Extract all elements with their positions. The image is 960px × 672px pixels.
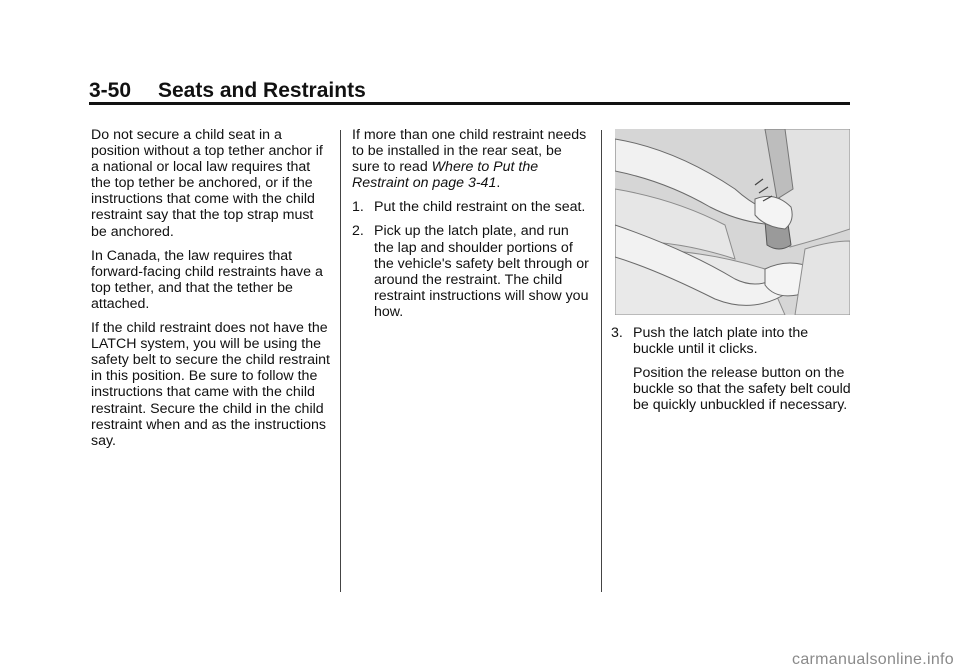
header-rule bbox=[89, 102, 850, 105]
step-1 bbox=[352, 199, 592, 215]
buckle-illustration bbox=[615, 129, 850, 315]
footer-watermark: carmanualsonline.info bbox=[792, 651, 954, 668]
step-number: 2. bbox=[352, 223, 364, 240]
column-1 bbox=[91, 127, 331, 457]
paragraph-no-latch: If the child restraint does not have the LATCH system, you will be using the safety belt to secure the child restraint in this position. Be sure to follow the instructions that came with the child restraint. Secure the child in the child restraint when and as the instructions say. bbox=[91, 320, 330, 449]
column-divider-1 bbox=[340, 130, 341, 592]
paragraph-tether-anchor: Do not secure a child seat in a position without a top tether anchor if a national or local law requires that the top tether be anchored, or if the instructions that come with the child restraint say that the top strap must be anchored. bbox=[91, 127, 323, 240]
step-text: Push the latch plate into the buckle until it clicks. bbox=[633, 325, 809, 358]
column-2 bbox=[352, 127, 592, 328]
buckle-illustration-svg bbox=[615, 129, 850, 315]
page-number: 3-50 bbox=[89, 79, 132, 102]
intro-text: If more than one child restraint needs to be installed in the rear seat, be sure to read bbox=[352, 127, 587, 176]
step-3-subparagraph: Position the release button on the buckle so that the safety belt could be quickly unbuckled if necessary. bbox=[633, 365, 851, 414]
intro-end: . bbox=[496, 175, 501, 192]
section-title: Seats and Restraints bbox=[158, 79, 366, 102]
paragraph-canada-law: In Canada, the law requires that forward-facing child restraints have a top tether, and that the tether be attached. bbox=[91, 247, 323, 312]
step-2 bbox=[352, 223, 592, 320]
step-3 bbox=[611, 325, 851, 413]
paragraph-more-than-one bbox=[352, 127, 592, 191]
page-header bbox=[89, 78, 850, 108]
step-number: 3. bbox=[611, 325, 623, 341]
step-number: 1. bbox=[352, 199, 364, 216]
column-3 bbox=[611, 127, 851, 421]
step-text: Put the child restraint on the seat. bbox=[374, 199, 586, 216]
cross-reference-link[interactable]: Where to Put the Restraint on page 3-41 bbox=[352, 159, 539, 192]
step-text: Pick up the latch plate, and run the lap and shoulder portions of the vehicle's safety belt through or around the restraint. The child restraint instructions will show you how. bbox=[374, 223, 589, 320]
column-divider-2 bbox=[601, 130, 602, 592]
